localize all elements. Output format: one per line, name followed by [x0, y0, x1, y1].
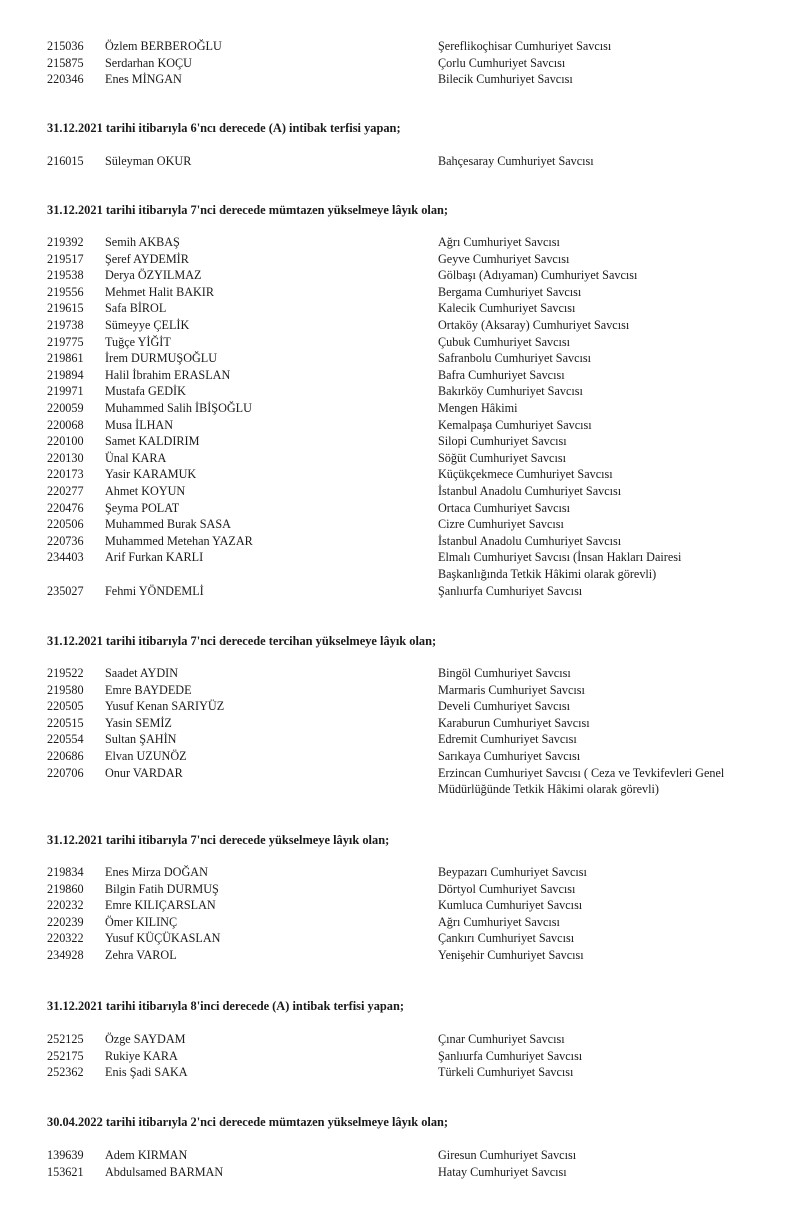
person-name: Fehmi YÖNDEMLİ — [105, 584, 204, 598]
registry-number: 139639 — [47, 1148, 84, 1162]
registry-number: 220736 — [47, 533, 84, 548]
position-title: Karaburun Cumhuriyet Savcısı — [438, 715, 590, 730]
table-row — [0, 38, 798, 55]
person-name: Samet KALDIRIM — [105, 434, 200, 449]
person-name: Yasin SEMİZ — [105, 715, 172, 730]
person-name: Sümeyye ÇELİK — [105, 318, 190, 332]
registry-number: 220232 — [47, 898, 84, 913]
position-title: Geyve Cumhuriyet Savcısı — [438, 251, 570, 266]
table-row — [0, 71, 798, 88]
table-row — [0, 483, 798, 500]
registry-number: 220059 — [47, 401, 84, 415]
table-row — [0, 417, 798, 434]
table-row — [0, 317, 798, 334]
table-row — [0, 682, 798, 699]
registry-number: 220322 — [47, 931, 84, 946]
table-row — [0, 765, 798, 798]
person-name: Ahmet KOYUN — [105, 484, 186, 498]
person-name: Onur VARDAR — [105, 765, 183, 780]
person-name: Emre BAYDEDE — [105, 682, 192, 697]
position-title: Mengen Hâkimi — [438, 401, 518, 415]
person-name: Saadet AYDIN — [105, 666, 179, 680]
position-title: Dörtyol Cumhuriyet Savcısı — [438, 881, 576, 896]
table-row — [0, 1164, 798, 1181]
table-row — [0, 549, 798, 582]
person-name: Yusuf Kenan SARIYÜZ — [105, 699, 225, 714]
registry-number: 219861 — [47, 351, 84, 366]
person-name: Muhammed Metehan YAZAR — [105, 533, 253, 548]
position-title: Ağrı Cumhuriyet Savcısı — [438, 235, 560, 249]
table-row — [0, 55, 798, 72]
position-title: Develi Cumhuriyet Savcısı — [438, 699, 571, 714]
person-name: Arif Furkan KARLI — [105, 550, 204, 565]
person-name: Şeyma POLAT — [105, 500, 180, 515]
person-name: Enes MİNGAN — [105, 72, 182, 87]
position-title: Beypazarı Cumhuriyet Savcısı — [438, 865, 587, 879]
person-name: Musa İLHAN — [105, 417, 174, 432]
table-row — [0, 715, 798, 732]
registry-number: 215875 — [47, 55, 84, 70]
registry-number: 220554 — [47, 732, 84, 747]
position-title: Şanlıurfa Cumhuriyet Savcısı — [438, 1048, 583, 1063]
person-name: Şeref AYDEMİR — [105, 251, 189, 266]
table-row — [0, 500, 798, 517]
table-row — [0, 267, 798, 284]
section-heading: 31.12.2021 tarihi itibarıyla 6'ncı derecede (A) intibak terfisi yapan; — [47, 121, 401, 135]
registry-number: 216015 — [47, 154, 84, 168]
person-name: Muhammed Salih İBİŞOĞLU — [105, 401, 252, 415]
person-name: Enis Şadi SAKA — [105, 1065, 188, 1080]
registry-number: 219392 — [47, 235, 84, 249]
position-title: Söğüt Cumhuriyet Savcısı — [438, 450, 566, 465]
position-title: Bingöl Cumhuriyet Savcısı — [438, 666, 571, 680]
table-row — [0, 731, 798, 748]
table-row — [0, 367, 798, 384]
person-name: Ömer KILINÇ — [105, 914, 178, 929]
registry-number: 220130 — [47, 450, 84, 465]
registry-number: 219580 — [47, 682, 84, 697]
person-name: Zehra VAROL — [105, 948, 177, 962]
position-title: Erzincan Cumhuriyet Savcısı ( Ceza ve Tevkifevleri Genel Müdürlüğünde Tetkik Hâkimi olarak görevli) — [438, 765, 725, 797]
section-heading: 31.12.2021 tarihi itibarıyla 7'nci derecede yükselmeye lâyık olan; — [47, 833, 390, 847]
position-title: Çubuk Cumhuriyet Savcısı — [438, 334, 571, 349]
person-name: Yasir KARAMUK — [105, 467, 197, 482]
position-title: Bafra Cumhuriyet Savcısı — [438, 367, 565, 382]
table-row — [0, 433, 798, 450]
position-title: Giresun Cumhuriyet Savcısı — [438, 1148, 577, 1162]
table-row — [0, 1147, 798, 1164]
registry-number: 219738 — [47, 318, 84, 332]
registry-number: 219522 — [47, 666, 84, 680]
registry-number: 219556 — [47, 284, 84, 299]
position-title: Küçükçekmece Cumhuriyet Savcısı — [438, 467, 613, 482]
registry-number: 234403 — [47, 550, 84, 565]
registry-number: 220173 — [47, 467, 84, 482]
person-name: Emre KILIÇARSLAN — [105, 898, 216, 913]
table-row — [0, 284, 798, 301]
registry-number: 252125 — [47, 1032, 84, 1046]
person-name: Semih AKBAŞ — [105, 235, 180, 249]
table-row — [0, 251, 798, 268]
table-row — [0, 153, 798, 170]
person-name: Adem KIRMAN — [105, 1148, 188, 1162]
table-row — [0, 897, 798, 914]
registry-number: 220515 — [47, 715, 84, 730]
position-title: Sarıkaya Cumhuriyet Savcısı — [438, 749, 581, 763]
person-name: Abdulsamed BARMAN — [105, 1164, 224, 1179]
registry-number: 220100 — [47, 434, 84, 449]
position-title: Safranbolu Cumhuriyet Savcısı — [438, 351, 591, 366]
position-title: Ortaca Cumhuriyet Savcısı — [438, 500, 570, 515]
position-title: Ortaköy (Aksaray) Cumhuriyet Savcısı — [438, 318, 630, 332]
person-name: Ünal KARA — [105, 450, 167, 465]
table-row — [0, 400, 798, 417]
registry-number: 220277 — [47, 484, 84, 498]
registry-number: 153621 — [47, 1164, 84, 1179]
table-row — [0, 930, 798, 947]
position-title: Çankırı Cumhuriyet Savcısı — [438, 931, 575, 946]
registry-number: 215036 — [47, 39, 84, 53]
position-title: Elmalı Cumhuriyet Savcısı (İnsan Hakları Dairesi Başkanlığında Tetkik Hâkimi olarak görevli) — [438, 550, 682, 581]
position-title: İstanbul Anadolu Cumhuriyet Savcısı — [438, 533, 622, 548]
table-row — [0, 748, 798, 765]
registry-number: 219775 — [47, 334, 84, 349]
section-heading: 31.12.2021 tarihi itibarıyla 8'inci derecede (A) intibak terfisi yapan; — [47, 999, 405, 1013]
position-title: Edremit Cumhuriyet Savcısı — [438, 732, 577, 747]
position-title: Marmaris Cumhuriyet Savcısı — [438, 682, 585, 697]
table-row — [0, 1048, 798, 1065]
position-title: Kemalpaşa Cumhuriyet Savcısı — [438, 417, 592, 432]
person-name: Halil İbrahim ERASLAN — [105, 367, 231, 382]
position-title: Hatay Cumhuriyet Savcısı — [438, 1164, 567, 1179]
person-name: Serdarhan KOÇU — [105, 55, 192, 70]
table-row — [0, 665, 798, 682]
registry-number: 235027 — [47, 584, 84, 598]
registry-number: 234928 — [47, 948, 84, 962]
table-row — [0, 881, 798, 898]
position-title: Çorlu Cumhuriyet Savcısı — [438, 55, 566, 70]
registry-number: 219834 — [47, 865, 84, 879]
registry-number: 219517 — [47, 251, 84, 266]
table-row — [0, 1064, 798, 1081]
position-title: Bakırköy Cumhuriyet Savcısı — [438, 384, 583, 399]
position-title: Kumluca Cumhuriyet Savcısı — [438, 898, 583, 913]
table-row — [0, 533, 798, 550]
person-name: Bilgin Fatih DURMUŞ — [105, 881, 219, 896]
position-title: Bahçesaray Cumhuriyet Savcısı — [438, 154, 594, 168]
position-title: Yenişehir Cumhuriyet Savcısı — [438, 948, 584, 962]
table-row — [0, 947, 798, 964]
registry-number: 220346 — [47, 72, 84, 87]
registry-number: 219971 — [47, 384, 84, 399]
section-heading: 31.12.2021 tarihi itibarıyla 7'nci derecede tercihan yükselmeye lâyık olan; — [47, 634, 437, 648]
registry-number: 252175 — [47, 1048, 84, 1063]
section-heading: 31.12.2021 tarihi itibarıyla 7'nci derecede mümtazen yükselmeye lâyık olan; — [47, 203, 449, 217]
position-title: Kalecik Cumhuriyet Savcısı — [438, 301, 576, 316]
registry-number: 220506 — [47, 517, 84, 532]
position-title: Çınar Cumhuriyet Savcısı — [438, 1032, 565, 1046]
position-title: İstanbul Anadolu Cumhuriyet Savcısı — [438, 484, 622, 498]
table-row — [0, 698, 798, 715]
position-title: Silopi Cumhuriyet Savcısı — [438, 434, 567, 449]
table-row — [0, 450, 798, 467]
table-row — [0, 334, 798, 351]
position-title: Şereflikoçhisar Cumhuriyet Savcısı — [438, 39, 612, 53]
person-name: Elvan UZUNÖZ — [105, 749, 187, 763]
person-name: Muhammed Burak SASA — [105, 517, 231, 532]
person-name: Safa BİROL — [105, 301, 167, 316]
position-title: Gölbaşı (Adıyaman) Cumhuriyet Savcısı — [438, 268, 638, 283]
person-name: Mustafa GEDİK — [105, 384, 186, 399]
position-title: Bilecik Cumhuriyet Savcısı — [438, 72, 573, 87]
person-name: Tuğçe YİĞİT — [105, 334, 171, 349]
position-title: Türkeli Cumhuriyet Savcısı — [438, 1065, 574, 1080]
registry-number: 220706 — [47, 765, 84, 780]
section-heading: 30.04.2022 tarihi itibarıyla 2'nci derecede mümtazen yükselmeye lâyık olan; — [47, 1115, 449, 1129]
table-row — [0, 300, 798, 317]
table-row — [0, 864, 798, 881]
registry-number: 219894 — [47, 367, 84, 382]
position-title: Ağrı Cumhuriyet Savcısı — [438, 914, 560, 929]
person-name: Süleyman OKUR — [105, 154, 192, 168]
registry-number: 219615 — [47, 301, 84, 316]
person-name: İrem DURMUŞOĞLU — [105, 351, 218, 366]
registry-number: 220239 — [47, 914, 84, 929]
person-name: Rukiye KARA — [105, 1048, 178, 1063]
registry-number: 220068 — [47, 417, 84, 432]
person-name: Enes Mirza DOĞAN — [105, 865, 208, 879]
table-row — [0, 383, 798, 400]
registry-number: 220505 — [47, 699, 84, 714]
table-row — [0, 516, 798, 533]
registry-number: 219860 — [47, 881, 84, 896]
person-name: Derya ÖZYILMAZ — [105, 268, 202, 283]
person-name: Yusuf KÜÇÜKASLAN — [105, 931, 221, 946]
person-name: Sultan ŞAHİN — [105, 732, 177, 747]
table-row — [0, 234, 798, 251]
table-row — [0, 350, 798, 367]
position-title: Bergama Cumhuriyet Savcısı — [438, 284, 582, 299]
registry-number: 220686 — [47, 749, 84, 763]
table-row — [0, 914, 798, 931]
table-row — [0, 583, 798, 600]
position-title: Cizre Cumhuriyet Savcısı — [438, 517, 564, 532]
table-row — [0, 1031, 798, 1048]
registry-number: 252362 — [47, 1065, 84, 1080]
person-name: Özge SAYDAM — [105, 1032, 186, 1046]
registry-number: 220476 — [47, 500, 84, 515]
person-name: Mehmet Halit BAKIR — [105, 284, 214, 299]
registry-number: 219538 — [47, 268, 84, 283]
person-name: Özlem BERBEROĞLU — [105, 39, 222, 53]
table-row — [0, 466, 798, 483]
position-title: Şanlıurfa Cumhuriyet Savcısı — [438, 584, 583, 598]
